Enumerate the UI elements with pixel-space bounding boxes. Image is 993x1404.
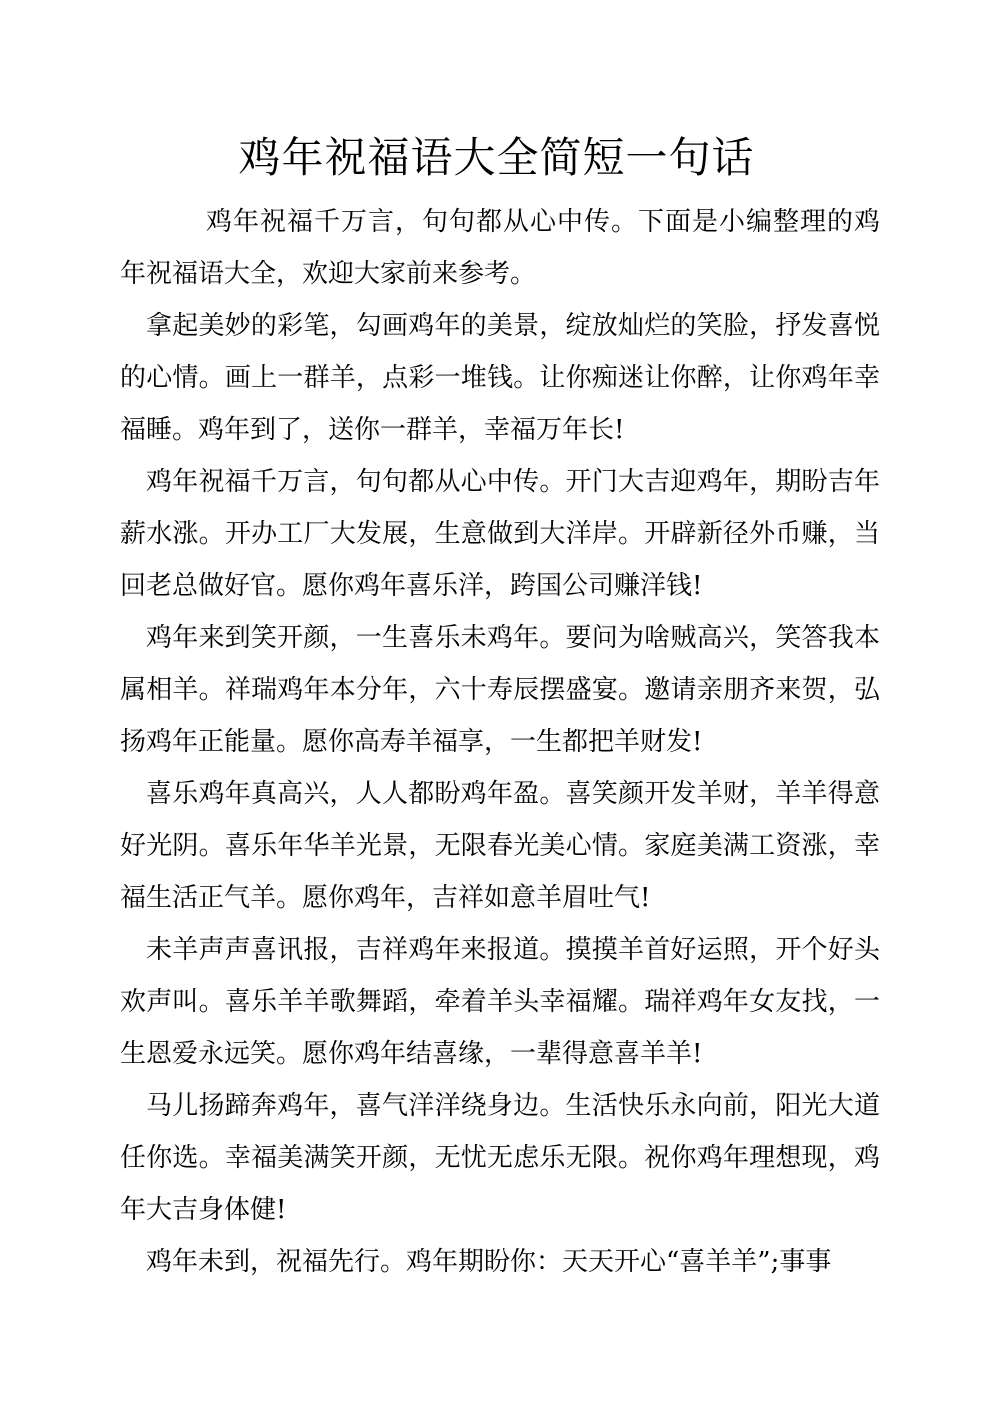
paragraph: 喜乐鸡年真高兴，人人都盼鸡年盈。喜笑颜开发羊财，羊羊得意好光阴。喜乐年华羊光景，无限春光美心情。家庭美满工资涨，幸福生活正气羊。愿你鸡年，吉祥如意羊眉吐气! xyxy=(120,779,880,913)
document-title: 鸡年祝福语大全简短一句话 xyxy=(238,133,755,182)
paragraph: 马儿扬蹄奔鸡年，喜气洋洋绕身边。生活快乐永向前，阳光大道任你选。幸福美满笑开颜，无忧无虑乐无限。祝你鸡年理想现，鸡年大吉身体健! xyxy=(120,1091,880,1225)
paragraph-intro: 鸡年祝福千万言，句句都从心中传。下面是小编整理的鸡年祝福语大全，欢迎大家前来参考。 xyxy=(120,207,880,289)
paragraph: 鸡年祝福千万言，句句都从心中传。开门大吉迎鸡年，期盼吉年薪水涨。开办工厂大发展，生意做到大洋岸。开辟新径外币赚，当回老总做好官。愿你鸡年喜乐洋，跨国公司赚洋钱! xyxy=(120,467,880,601)
paragraph-truncated: 鸡年未到，祝福先行。鸡年期盼你：天天开心“喜羊羊”;事事 xyxy=(146,1247,832,1277)
paragraph: 鸡年来到笑开颜，一生喜乐未鸡年。要问为啥贼高兴，笑答我本属相羊。祥瑞鸡年本分年，六十寿辰摆盛宴。邀请亲朋齐来贺，弘扬鸡年正能量。愿你高寿羊福享，一生都把羊财发! xyxy=(120,623,880,757)
paragraph: 拿起美妙的彩笔，勾画鸡年的美景，绽放灿烂的笑脸，抒发喜悦的心情。画上一群羊，点彩一堆钱。让你痴迷让你醉，让你鸡年幸福睡。鸡年到了，送你一群羊，幸福万年长! xyxy=(120,311,880,445)
document-body xyxy=(120,196,880,1288)
paragraph: 未羊声声喜讯报，吉祥鸡年来报道。摸摸羊首好运照，开个好头欢声叫。喜乐羊羊歌舞蹈，牵着羊头幸福耀。瑞祥鸡年女友找，一生恩爱永远笑。愿你鸡年结喜缘，一辈得意喜羊羊! xyxy=(120,935,880,1069)
